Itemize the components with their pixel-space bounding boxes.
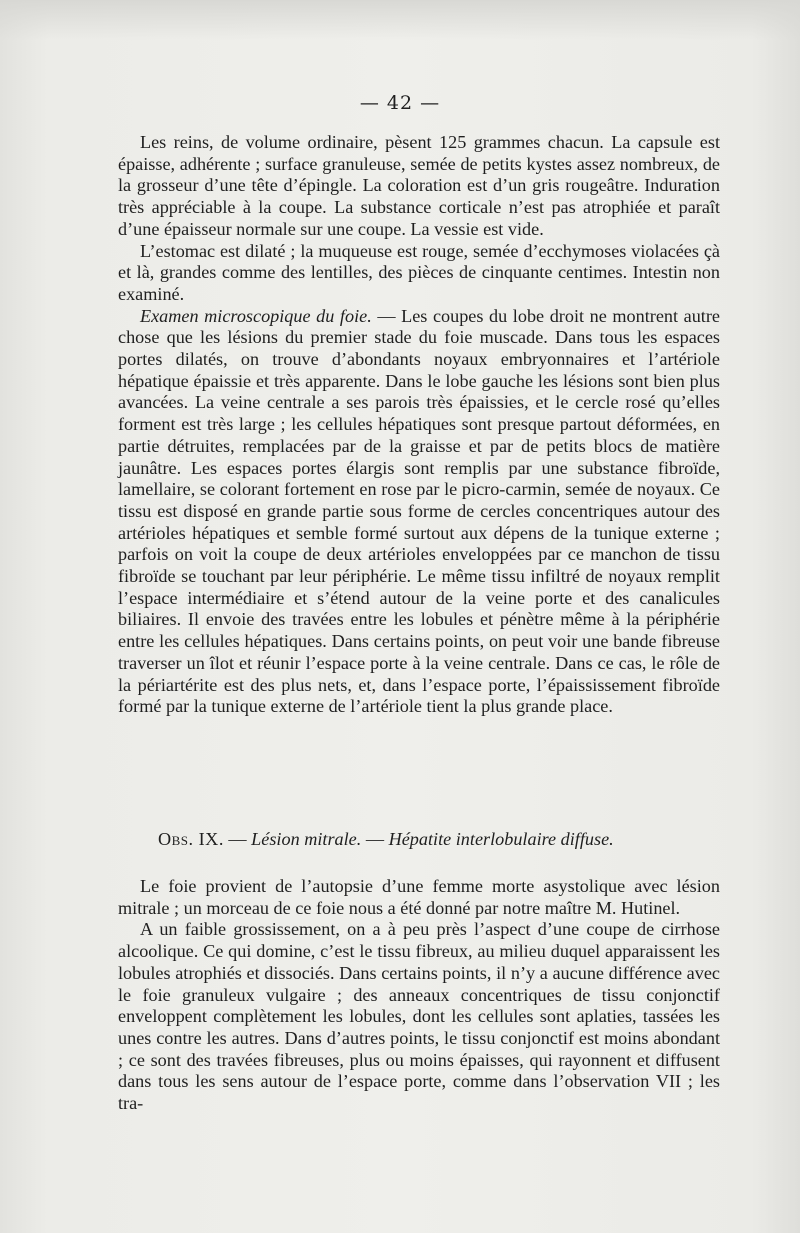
heading-dash: — [223, 829, 252, 849]
paragraph-stomach: L’estomac est dilaté ; la muqueuse est rouge, semée d’ecchymoses violacées çà et là, grandes comme des lentilles, des pièces de cinquante centimes. Intestin non examiné. [118, 240, 720, 304]
paragraph-low-magnification: A un faible grossissement, on a à peu près l’aspect d’une coupe de cirrhose alcoolique. Ce qui domine, c’est le tissu fibreux, au milieu duquel apparaissent les lobules atrophiés et dissociés. Dans certains points, il n’y a aucune différence avec le foie granuleux vulgaire ; des anneaux concentriques de tissu conjonctif enveloppent complètement les lobules, dont les cellules sont aplaties, tassées les unes contre les autres. Dans d’autres points, le tissu conjonctif est moins abondant ; ce sont des travées fibreuses, plus ou moins épaisses, qui rayonnent et diffusent dans tous les sens autour de l’espace porte, comme dans l’observation VII ; les tra- [118, 919, 720, 1114]
observation-title-2: Hépatite interlobulaire diffuse. [388, 829, 614, 849]
observation-title-1: Lésion mitrale. [251, 829, 362, 849]
observation-label: Obs. IX. [158, 829, 224, 849]
page-number: — 42 — [359, 92, 441, 114]
paragraph-kidneys: Les reins, de volume ordinaire, pèsent 125 grammes chacun. La capsule est épaisse, adhérente ; surface granuleuse, semée de petits kystes assez nombreux, de la grosseur d’une tête d’épingle. La coloration est d’un gris rougeâtre. Induration très appréciable à la coupe. La substance corticale n’est pas atrophiée et paraît d’une épaisseur normale sur une coupe. La vessie est vide. [118, 132, 720, 239]
exam-text: — Les coupes du lobe droit ne montrent autre chose que les lésions du premier stade du foie muscade. Dans tous les espaces portes dilatés, on trouve d’abondants noyaux embryonnaires et l’artériole hépatique épaissie et très apparente. Dans le lobe gauche les lésions sont bien plus avancées. La veine centrale a ses parois très épaissies, et le cercle rosé qu’elles forment est très large ; les cellules hépatiques sont presque partout déformées, en partie détruites, remplacées par de la graisse et par de petits blocs de matière jaunâtre. Les espaces portes élargis sont remplis par une substance fibroïde, lamellaire, se colorant fortement en rose par le picro-carmin, semée de noyaux. Ce tissu est disposé en grande partie sous forme de cercles concentriques autour des artérioles hépatiques et semble formé surtout aux dépens de la tunique externe ; parfois on voit la coupe de deux artérioles enveloppées par ce manchon de tissu fibroïde se touchant par leur périphérie. Le même tissu infiltré de noyaux remplit l’espace intermédiaire et s’étend autour de la veine porte et des canalicules biliaires. Il envoie des travées entre les lobules et pénètre même à la périphérie entre les cellules hépatiques. Dans certains points, on peut voir une bande fibreuse traverser un îlot et réunir l’espace porte à la veine centrale. Dans ce cas, le rôle de la périartérite est des plus nets, et, dans l’espace porte, l’épaississement fibroïde formé par la tunique externe de l’artériole tient la plus grande place. [118, 305, 720, 717]
paragraph-liver-origin: Le foie provient de l’autopsie d’une femme morte asystolique avec lésion mitrale ; un morceau de ce foie nous a été donné par notre maître M. Hutinel. [118, 876, 720, 918]
body-text-section-1 [118, 132, 720, 718]
paragraph-microscopic-exam [118, 306, 720, 718]
body-text-section-2 [118, 876, 720, 1115]
observation-heading [118, 828, 720, 850]
exam-title: Examen microscopique du foie. [140, 305, 372, 326]
scan-shadow [0, 0, 800, 40]
heading-dash: — [361, 829, 389, 849]
